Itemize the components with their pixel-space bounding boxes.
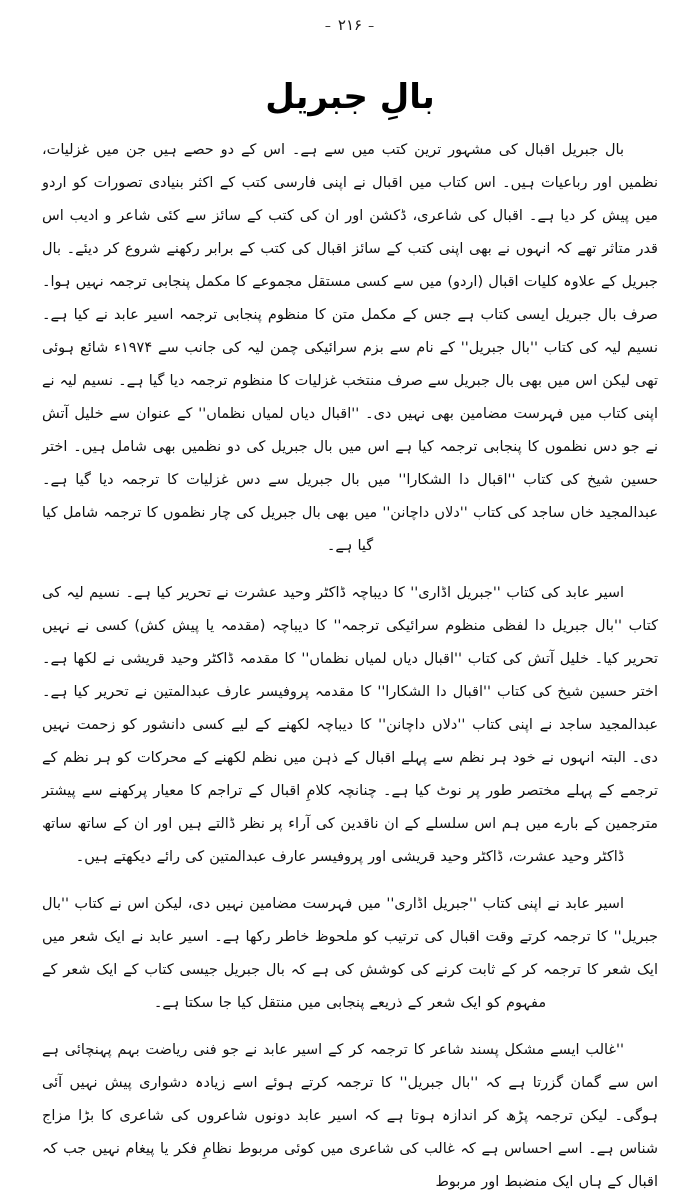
folio-right-dash: –: [324, 18, 332, 33]
paragraph: اسیر عابد نے اپنی کتاب ''جبریل اڈاری'' میں فہرست مضامین نہیں دی، لیکن اس نے کتاب ''بال جبریل'' کا ترجمہ کرتے وقت اقبال کی ترتیب کو ملحوظ خاطر رکھا ہے۔ اسیر عابد نے ایک شعر میں ایک شعر کا ترجمہ کر کے ثابت کرنے کی کوشش کی ہے کہ بال جبریل جیسی کتاب کے ایک شعر کے مفہوم کو ایک شعر کے ذریعے پنجابی میں منتقل کیا جا سکتا ہے۔: [42, 896, 658, 1011]
body-text-block: [42, 134, 658, 1199]
folio-left-dash: –: [368, 18, 376, 33]
page-number: ۲۱۶: [337, 16, 363, 34]
page-title: بالِ جبریل: [265, 76, 435, 117]
paragraph: اسیر عابد کی کتاب ''جبریل اڈاری'' کا دیباچہ ڈاکٹر وحید عشرت نے تحریر کیا ہے۔ نسیم لیہ کی کتاب ''بال جبریل دا لفظی منظوم سرائیکی ترجمہ'' کا دیباچہ (مقدمہ یا پیش کش) کسی نے نہیں تحریر کیا۔ خلیل آتش کی کتاب ''اقبال دیاں لمیاں نظماں'' کا مقدمہ ڈاکٹر وحید قریشی نے لکھا ہے۔ اختر حسین شیخ کی کتاب ''اقبال دا الشکارا'' کا مقدمہ پروفیسر عارف عبدالمتین نے تحریر کیا ہے۔ عبدالمجید ساجد نے اپنی کتاب ''دلاں داچانن'' کا دیباچہ لکھنے کے لیے کسی دانشور کو زحمت نہیں دی۔ البتہ انہوں نے خود ہر نظم سے پہلے اقبال کے ذہن میں نظم لکھنے کے محرکات کو ہر نظم کے ترجمے کے پہلے مختصر طور پر نوٹ کیا ہے۔ چنانچہ کلامِ اقبال کے تراجم کا معیار پرکھنے سے پیشتر مترجمین کے بارے میں ہم اس سلسلے کے ان ناقدین کی آراء پر نظر ڈالتے ہیں اور ان کے ساتھ ساتھ ڈاکٹر وحید عشرت، ڈاکٹر وحید قریشی اور پروفیسر عارف عبدالمتین کی رائے دیکھتے ہیں۔: [42, 585, 658, 865]
paragraph: بال جبریل اقبال کی مشہور ترین کتب میں سے ہے۔ اس کے دو حصے ہیں جن میں غزلیات، نظمیں اور رباعیات ہیں۔ اس کتاب میں اقبال نے اپنی فارسی کتب کے اکثر بنیادی تصورات کو اردو میں پیش کر دیا ہے۔ اقبال کی شاعری، ڈکشن اور ان کی کتب کے سائز سے کئی شاعر و ادیب اس قدر متاثر تھے کہ انہوں نے بھی اپنی کتب کے سائز اقبال کی کتب کے برابر رکھنے شروع کر دیئے۔ بال جبریل کے علاوہ کلیات اقبال (اردو) میں سے کسی مستقل مجموعے کا مکمل پنجابی ترجمہ نہیں ہوا۔ صرف بال جبریل ایسی کتاب ہے جس کے مکمل متن کا منظوم پنجابی ترجمہ اسیر عابد نے کیا ہے۔ نسیم لیہ کی کتاب ''بال جبریل'' کے نام سے بزم سرائیکی چمن لیہ کی جانب سے ۱۹۷۴ء شائع ہوئی تھی لیکن اس میں بھی بال جبریل سے صرف منتخب غزلیات کا منظوم ترجمہ دیا گیا ہے۔ نسیم لیہ نے اپنی کتاب میں فہرست مضامین بھی نہیں دی۔ ''اقبال دیاں لمیاں نظماں'' کے عنوان سے خلیل آتش نے جو دس نظموں کا پنجابی ترجمہ کیا ہے اس میں بال جبریل کی دو نظمیں بھی شامل ہیں۔ اختر حسین شیخ کی کتاب ''اقبال دا الشکارا'' میں بال جبریل سے دس غزلیات کا ترجمہ دیا گیا ہے۔ عبدالمجید خاں ساجد کی کتاب ''دلاں داچانن'' میں بھی بال جبریل کی چار نظموں کا ترجمہ شامل کیا گیا ہے۔: [42, 142, 659, 554]
page-folio: [0, 18, 700, 33]
paragraph: ''غالب ایسے مشکل پسند شاعر کا ترجمہ کر کے اسیر عابد نے جو فنی ریاضت بہم پہنچائی ہے اس سے گمان گزرتا ہے کہ ''بال جبریل'' کا ترجمہ کرتے ہوئے اسے زیادہ دشواری پیش نہیں آئی ہوگی۔ لیکن ترجمہ پڑھ کر اندازہ ہوتا ہے کہ اسیر عابد دونوں شاعروں کی شاعری کا بڑا مزاج شناس ہے۔ اسے احساس ہے کہ غالب کی شاعری میں کوئی مربوط نظامِ فکر یا پیغام نہیں جب کہ اقبال کے ہاں ایک منضبط اور مربوط: [42, 1042, 658, 1190]
